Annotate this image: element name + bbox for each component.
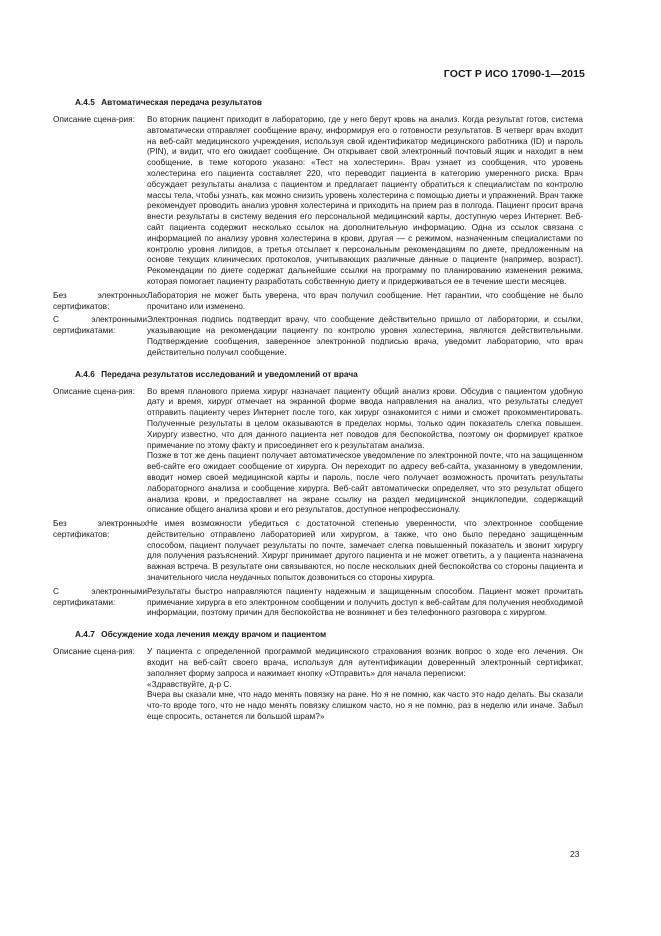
page-number: 23	[570, 849, 580, 859]
section-title: Передача результатов исследований и уведомлений от врача	[101, 368, 358, 379]
paragraph: Не имея возможности убедиться с достаточной степенью уверенности, что электронное сообщение действительно отправлено лабораторией или хирургом, а также, что оно было передано защищенным способом, пациент получает результаты по почте, замечает слегка повышенный показатель и звонит хирургу для получения разъяснений. Хирург принимает другого пациента и не может ответить, а у пациента назначена важная встреча. В результате они связываются, но после нескольких дней беспокойства со стороны пациента и значительного числа неудачных попыток дозвониться со стороны хирурга.	[147, 518, 583, 583]
standard-designation: ГОСТ Р ИСО 17090-1—2015	[443, 68, 585, 80]
row-text	[147, 114, 583, 287]
row-label: Без электронных сертификатов:	[53, 289, 147, 311]
section-number: А.4.5	[75, 97, 95, 107]
row-text	[147, 290, 583, 312]
paragraph: Лаборатория не может быть уверена, что врач получил сообщение. Нет гарантии, что сообщение не было прочитано или изменено.	[147, 289, 583, 311]
row-label: С электронными сертификатами:	[53, 585, 147, 607]
scenario-row	[53, 114, 583, 287]
without-certificates-row	[53, 518, 583, 583]
row-text	[147, 386, 583, 516]
scenario-row	[53, 386, 583, 516]
row-text	[147, 518, 583, 583]
with-certificates-row	[53, 314, 583, 357]
paragraph: Во время планового приема хирург назначает пациенту общий анализ крови. Обсудив с пациентом удобную дату и время, хирург отмечает на экранной форме ввода направления на анализ, что результаты следует отправить пациенту через Интернет после того, как хирург ознакомится с ними и сможет прокомментировать. Полученные результаты в целом оказываются в пределах нормы, только один показатель слегка повышен. Хирургу известно, что для данного пациента нет поводов для беспокойства, поэтому он формирует краткое примечание по этому факту и присоединяет его к результатам анализа.	[147, 385, 583, 450]
row-text	[147, 646, 583, 722]
paragraph: Во вторник пациент приходит в лабораторию, где у него берут кровь на анализ. Когда результат готов, система автоматически отправляет сообщение врачу, информируя его о готовности результатов. В четверг врач входит на веб-сайт медицинского учреждения, используя свой идентификатор медицинского работника (ID) и пароль (PIN), и видит, что его ожидает сообщение. Он открывает свой электронный почтовый ящик и находит в нем сообщение, в теме которого указано: «Тест на холестерин». Врач узнает из сообщения, что уровень холестерина его пациента составляет 220, что переводит пациента в категорию умеренного риска. Врач обсуждает результаты анализа с пациентом и предлагает пациенту обратиться к специалистам по контролю массы тела, чтобы узнать, как можно снизить уровень холестерина с помощью диеты и упражнений. Врач также рекомендует проводить анализ уровня холестерина и приходить на прием раз в полгода. Пациент просит врача внести результаты в систему ведения его персональной медицинский карты, доступную через Интернет. Веб-сайт пациента содержит несколько ссылок на дополнительную информацию. Одна из ссылок связана с информацией по анализу уровня холестерина в крови, другая — с режимом, назначенным специалистами по контролю уровня липидов, а третья отсылает к персональным рекомендациям по диете, предложенным на основе текущих клинических протоколов, учитывающих различные данные о пациенте (например, возраст). Рекомендации по диете содержат дальнейшие ссылки на программу по планированию изменения режима, которая помогает пациенту разработать собственную диету и придерживаться ее в течение шести месяцев.	[147, 114, 583, 286]
section-title: Обсуждение хода лечения между врачом и пациентом	[101, 629, 327, 640]
paragraph: Позже в тот же день пациент получает автоматическое уведомление по электронной почте, что на защищенном веб-сайте его ожидает сообщение от хирурга. Он переходит по адресу веб-сайта, указанному в уведомлении, вводит номер своей медицинской карты и пароль, после чего получает возможность прочитать результаты лабораторного анализа и сообщение хирурга. Веб-сайт автоматически определяет, что это результат общего анализа крови, и предоставляет на экране ссылку на раздел медицинской энциклопедии, содержащий описание общего анализа крови и его результатов, доступное непрофессионалу.	[147, 450, 583, 515]
section-heading	[75, 629, 583, 640]
section-heading	[75, 369, 583, 380]
row-label: Описание сцена-рия:	[53, 646, 135, 657]
document-body	[53, 97, 583, 725]
section-heading	[75, 97, 583, 108]
paragraph: «Здравствуйте, д-р С.	[147, 678, 232, 689]
row-label: Описание сцена-рия:	[53, 385, 135, 396]
row-label: Без электронных сертификатов:	[53, 518, 147, 539]
without-certificates-row	[53, 290, 583, 312]
section-number: А.4.7	[75, 629, 95, 640]
paragraph: Электронная подпись подтвердит врачу, что сообщение действительно пришло от лаборатории, и ссылки, указывающие на рекомендации пациенту по контролю уровня холестерина, являются действительными. Подтверждение сообщения, заверенное электронной подписью врача, уведомит лабораторию, что врач действительно получил сообщение.	[147, 314, 583, 357]
row-label: Описание сцена-рия:	[53, 114, 135, 124]
paragraph: Вчера вы сказали мне, что надо менять повязку на ране. Но я не помню, как часто это надо делать. Вы сказали что-то вроде того, что не надо менять повязку слишком часто, но я не помню, раз в неделю или иначе. Забыл еще спросить, останется ли большой шрам?»	[147, 689, 583, 722]
with-certificates-row	[53, 586, 583, 618]
row-label: С электронными сертификатами:	[53, 314, 147, 336]
paragraph: Результаты быстро направляются пациенту надежным и защищенным способом. Пациент может прочитать примечание хирурга в его электронном сообщении и получить доступ к веб-сайтам для получения необходимой информации, поэтому причин для беспокойства не возникнет и без телефонного разговора с хирургом.	[147, 585, 583, 618]
section-number: А.4.6	[75, 368, 95, 379]
paragraph: У пациента с определенной программой медицинского страхования возник вопрос о ходе его лечения. Он входит на веб-сайт своего врача, используя для аутентификации доверенный электронный сертификат, заполняет форму запроса и нажимает кнопку «Отправить» для начала переписки:	[147, 646, 583, 678]
row-text	[147, 586, 583, 618]
section-title: Автоматическая передача результатов	[101, 97, 262, 107]
scenario-row	[53, 646, 583, 722]
row-text	[147, 314, 583, 357]
